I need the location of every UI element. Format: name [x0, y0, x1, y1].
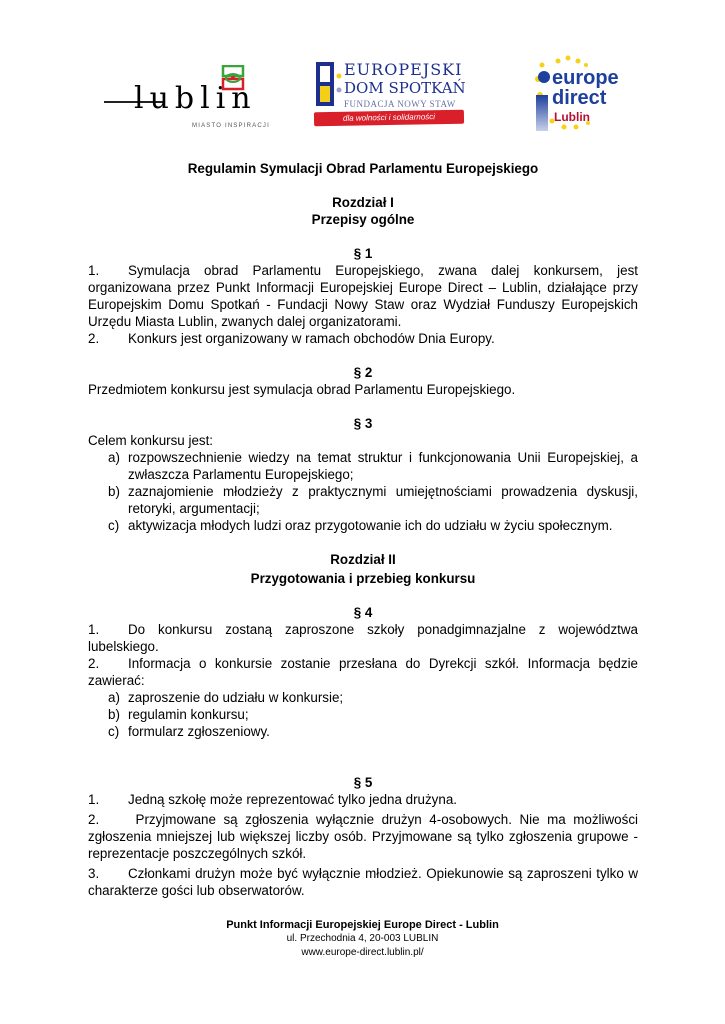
section-5-mark: § 5	[353, 775, 373, 790]
europe-direct-line2: direct	[552, 87, 607, 109]
list-item: b) zaznajomienie młodzieży z praktycznymi umiejętnościami prowadzenia dyskusji, retoryki, argumentacji;	[108, 484, 638, 516]
section-2-mark: § 2	[353, 365, 373, 380]
chapter-1-heading: Rozdział I	[332, 195, 394, 210]
section-3-list	[88, 449, 638, 534]
info-i-icon	[536, 95, 548, 131]
eds-logo	[312, 58, 477, 130]
lublin-logo-word: lublin	[134, 81, 257, 116]
lublin-emblem-icon	[220, 65, 246, 91]
footer-website: www.europe-direct.lublin.pl/	[301, 947, 424, 958]
section-2-text: Przedmiotem konkursu jest symulacja obrad Parlamentu Europejskiego.	[88, 382, 516, 397]
list-item: c) formularz zgłoszeniowy.	[108, 724, 270, 739]
footer-organization: Punkt Informacji Europejskiej Europe Direct - Lublin	[226, 919, 499, 931]
footer-address: ul. Przechodnia 4, 20-003 LUBLIN	[286, 933, 439, 944]
section-1-item-2: 2. Konkurs jest organizowany w ramach obchodów Dnia Europy.	[88, 331, 495, 346]
chapter-1-subheading: Przepisy ogólne	[311, 212, 415, 227]
section-4-item-2: 2. Informacja o konkursie zostanie przesłana do Dyrekcji szkół. Informacja będzie zawierać:	[88, 656, 638, 688]
section-4-list	[88, 689, 638, 740]
section-4-item-1: 1. Do konkursu zostaną zaproszone szkoły ponadgimnazjalne z województwa lubelskiego.	[88, 622, 638, 654]
document-body	[88, 160, 638, 899]
section-5-item-1: 1. Jedną szkołę może reprezentować tylko jedna drużyna.	[88, 792, 457, 807]
document-title: Regulamin Symulacji Obrad Parlamentu Europejskiego	[187, 161, 539, 176]
list-item: a) zaproszenie do udziału w konkursie;	[108, 690, 344, 705]
section-3-intro: Celem konkursu jest:	[88, 433, 214, 448]
section-3-mark: § 3	[353, 416, 373, 431]
header-logos	[0, 55, 725, 140]
lublin-logo-subtitle: MIASTO INSPIRACJI	[192, 123, 270, 129]
chapter-2-heading: Rozdział II	[330, 552, 396, 567]
section-1-item-1: 1. Symulacja obrad Parlamentu Europejskiego, zwana dalej konkursem, jest organizowana przez Punkt Informacji Europejskiej Europe Direct – Lublin, działające przy Europejskim Domu Spotkań - Fundacji Nowy Staw oraz Wydział Funduszy Europejskich Urzędu Miasta Lublin, zwanych dalej organizatorami.	[88, 263, 638, 329]
lublin-logo	[104, 63, 274, 133]
list-item: b) regulamin konkursu;	[108, 707, 249, 722]
section-4-mark: § 4	[353, 605, 373, 620]
list-item: c) aktywizacja młodych ludzi oraz przygotowanie ich do udziału w życiu społecznym.	[108, 518, 613, 533]
list-item: a) rozpowszechnienie wiedzy na temat struktur i funkcjonowania Unii Europejskiej, a zwłaszcza Parlamentu Europejskiego;	[108, 450, 638, 482]
page-footer	[0, 918, 725, 960]
section-5-item-3: 3. Członkami drużyn może być wyłącznie młodzież. Opiekunowie są zaproszeni tylko w charakterze gości lub obserwatorów.	[88, 866, 638, 898]
chapter-2-subheading: Przygotowania i przebieg konkursu	[250, 571, 476, 586]
door-icon	[314, 60, 342, 112]
europe-direct-line1: europe	[552, 67, 619, 89]
eds-logo-line3: FUNDACJA NOWY STAW	[344, 99, 456, 109]
eds-logo-line1: EUROPEJSKI	[344, 60, 463, 79]
europe-direct-line3: Lublin	[554, 110, 590, 124]
eds-logo-line2: DOM SPOTKAŃ	[344, 79, 466, 97]
section-1-mark: § 1	[353, 246, 373, 261]
europe-direct-logo	[530, 55, 625, 137]
section-5-item-2: 2. Przyjmowane są zgłoszenia wyłącznie drużyn 4-osobowych. Nie ma możliwości zgłoszenia mniejszej lub większej liczby osób. Przyjmowane są tylko zgłoszenia grupowe - reprezentacje poszczególnych szkół.	[88, 812, 638, 861]
eds-logo-banner: dla wolności i solidarności	[314, 110, 464, 127]
